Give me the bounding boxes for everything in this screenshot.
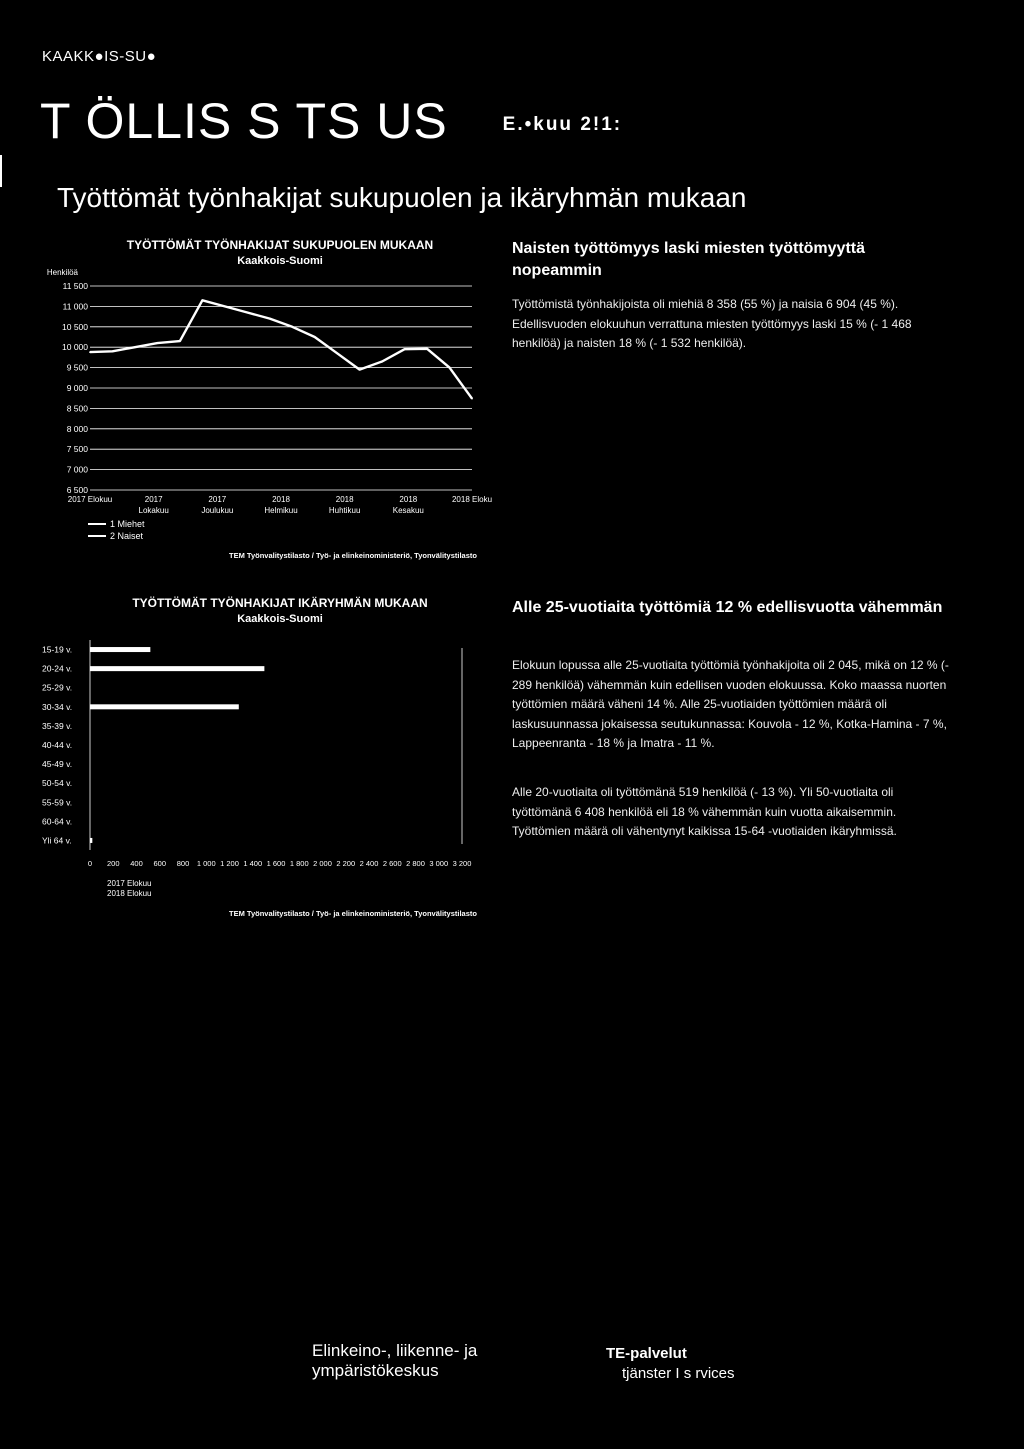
y-tick-label: 8 000	[66, 423, 88, 434]
data-point	[201, 299, 203, 301]
data-point	[224, 306, 226, 308]
data-point	[336, 352, 338, 354]
bar-2018	[90, 838, 92, 843]
x-tick-month: Kesakuu	[392, 506, 424, 515]
data-point	[269, 318, 271, 320]
x-tick-label: 3 200	[452, 859, 472, 868]
chart2-legend	[107, 879, 151, 899]
footer-ely-logo	[312, 1341, 477, 1381]
x-tick-year: 2018 Eloku	[451, 495, 493, 504]
data-point	[381, 361, 383, 363]
age-group-label: 35-39 v.	[42, 720, 73, 731]
x-tick-month: Huhtikuu	[328, 506, 361, 515]
x-tick-label: 800	[176, 859, 190, 868]
age-group-label: 45-49 v.	[42, 759, 73, 770]
data-point	[112, 350, 114, 352]
age-group-label: 20-24 v.	[42, 663, 73, 674]
side2-body-1: Elokuun lopussa alle 25-vuotiaita työttömiä työnhakijoita oli 2 045, mikä on 12 % (- 289 henkilöä) vähemmän kuin edellisen vuoden elokuussa. Koko maassa nuorten työttömien määrä väheni 14 %. Alle 25-vuotiaiden työttömien määrä oli laskusuunnassa jokaisessa seutukunnassa: Kouvola - 12 %, Kotka-Hamina - 7 %, Lappeenranta - 18 % ja Imatra - 11 %.	[512, 658, 949, 750]
data-point	[471, 398, 473, 400]
x-tick-label: 1 800	[289, 859, 309, 868]
x-tick-label: 2 000	[313, 859, 332, 868]
bar-2018	[90, 704, 239, 709]
y-tick-label: 7 000	[66, 464, 88, 475]
data-point	[314, 336, 316, 338]
data-point	[89, 351, 91, 353]
data-point	[157, 342, 159, 344]
x-tick-year: 2017	[144, 495, 163, 504]
bar-2018	[90, 647, 150, 652]
gender-line-chart	[30, 276, 510, 521]
age-group-label: 15-19 v.	[42, 644, 73, 655]
side2-body-2: Alle 20-vuotiaita oli työttömänä 519 henkilöä (- 13 %). Yli 50-vuotiaita oli työttömänä 6 408 henkilöä eli 18 % vähemmän kuin vuotta aikaisemmin. Työttömien määrä oli vähentynyt kaikissa 15-64 -vuotiaiden ikäryhmissä.	[512, 785, 897, 838]
chart1-yunit: Henkilöä	[46, 268, 78, 277]
y-tick-label: 10 500	[62, 321, 88, 332]
data-point	[359, 369, 361, 371]
data-point	[426, 348, 428, 350]
x-tick-label: 2 600	[382, 859, 402, 868]
side1-body: Työttömistä työnhakijoista oli miehiä 8 358 (55 %) ja naisia 6 904 (45 %). Edellisvuoden elokuuhun verrattuna miesten työttömyys laski 15 % (- 1 468 henkilöä) ja naisten 18 % (- 1 532 henkilöä).	[512, 297, 912, 350]
x-tick-label: 0	[87, 859, 93, 868]
x-tick-year: 2018	[335, 495, 354, 504]
age-group-label: 55-59 v.	[42, 797, 73, 808]
x-tick-month: Joulukuu	[201, 506, 234, 515]
side1-heading: Naisten työttömyys laski miesten työttömyyttä nopeammin	[512, 240, 865, 279]
legend-label-men: 1 Miehet	[110, 519, 145, 529]
chart1-title: TYÖTTÖMÄT TYÖNHAKIJAT SUKUPUOLEN MUKAAN	[126, 238, 434, 252]
chart2-source: TEM Työnvalitystilasto / Työ- ja elinkeinoministeriö, Tyonvälitystilasto	[229, 909, 477, 918]
x-tick-label: 2 200	[336, 859, 356, 868]
x-tick-label: 2 800	[406, 859, 425, 868]
x-tick-month: Lokakuu	[138, 506, 169, 515]
y-tick-label: 11 500	[62, 281, 88, 291]
age-group-label: 60-64 v.	[42, 816, 73, 827]
data-point	[404, 348, 406, 350]
x-tick-label: 1 200	[220, 859, 239, 868]
page-title-text: T ÖLLIS S TS US	[40, 93, 448, 149]
x-tick-label: 600	[153, 859, 167, 868]
legend-label-2018: 2018 Elokuu	[107, 889, 152, 898]
legend-label-women: 2 Naiset	[110, 531, 144, 541]
x-tick-month: Helmikuu	[264, 506, 298, 515]
x-tick-label: 1 600	[266, 859, 286, 868]
page-title	[40, 92, 622, 150]
footer-te-logo	[606, 1344, 735, 1384]
chart1-source: TEM Työnvalitystilasto / Työ- ja elinkeinoministeriö, Tyonvälitystilasto	[229, 551, 477, 560]
y-tick-label: 9 500	[66, 362, 88, 373]
bar-2018	[90, 666, 264, 671]
x-tick-label: 3 000	[429, 859, 449, 868]
age-group-label: 40-44 v.	[42, 740, 73, 750]
region-label: KAAKK●IS-SU●	[42, 48, 157, 65]
x-tick-year: 2017 Elokuu	[67, 495, 113, 504]
chart1-legend	[88, 518, 145, 542]
data-point	[291, 326, 293, 328]
x-tick-year: 2017	[208, 495, 227, 504]
legend-label-2017: 2017 Elokuu	[107, 879, 152, 888]
y-tick-label: 8 500	[66, 403, 88, 414]
age-group-label: 25-29 v.	[42, 682, 73, 693]
x-tick-label: 2 400	[359, 859, 379, 868]
legend-item-women	[88, 530, 145, 542]
x-tick-label: 1 400	[243, 859, 263, 868]
side2-heading: Alle 25-vuotiaita työttömiä 12 % edellisvuotta vähemmän	[512, 599, 943, 616]
footer-te-line1: TE-palvelut	[606, 1345, 687, 1362]
legend-swatch-men	[88, 523, 106, 525]
y-tick-label: 6 500	[66, 485, 88, 495]
age-group-label: 50-54 v.	[42, 778, 73, 789]
footer-ely-line2: ympäristökeskus	[312, 1361, 439, 1380]
x-tick-label: 1 000	[196, 859, 216, 868]
age-group-label: 30-34 v.	[42, 701, 73, 712]
data-point	[179, 340, 181, 342]
footer-te-line2: tjänster I s rvices	[622, 1365, 735, 1382]
age-bar-chart	[40, 638, 490, 878]
data-point	[134, 346, 136, 348]
data-point	[246, 312, 248, 314]
edge-marker	[0, 155, 2, 187]
y-tick-label: 11 000	[62, 301, 88, 312]
period-label: E.•kuu 2!1:	[502, 113, 623, 135]
section-title: Työttömät työnhakijat sukupuolen ja ikäryhmän mukaan	[57, 182, 747, 213]
y-tick-label: 7 500	[66, 444, 88, 455]
footer-ely-line1: Elinkeino-, liikenne- ja	[312, 1341, 478, 1360]
x-tick-label: 200	[106, 859, 120, 868]
age-group-label: Yli 64 v.	[42, 835, 72, 846]
legend-swatch-women	[88, 535, 106, 537]
x-tick-year: 2018	[399, 495, 418, 504]
series-line-men	[90, 300, 472, 398]
chart2-subtitle: Kaakkois-Suomi	[237, 613, 323, 625]
y-tick-label: 9 000	[66, 383, 88, 393]
chart2-title: TYÖTTÖMÄT TYÖNHAKIJAT IKÄRYHMÄN MUKAAN	[132, 596, 428, 610]
chart1-subtitle: Kaakkois-Suomi	[237, 255, 323, 267]
x-tick-label: 400	[130, 859, 143, 868]
x-tick-year: 2018	[272, 495, 290, 504]
data-point	[449, 367, 451, 369]
y-tick-label: 10 000	[62, 342, 88, 353]
legend-item-men	[88, 518, 145, 530]
